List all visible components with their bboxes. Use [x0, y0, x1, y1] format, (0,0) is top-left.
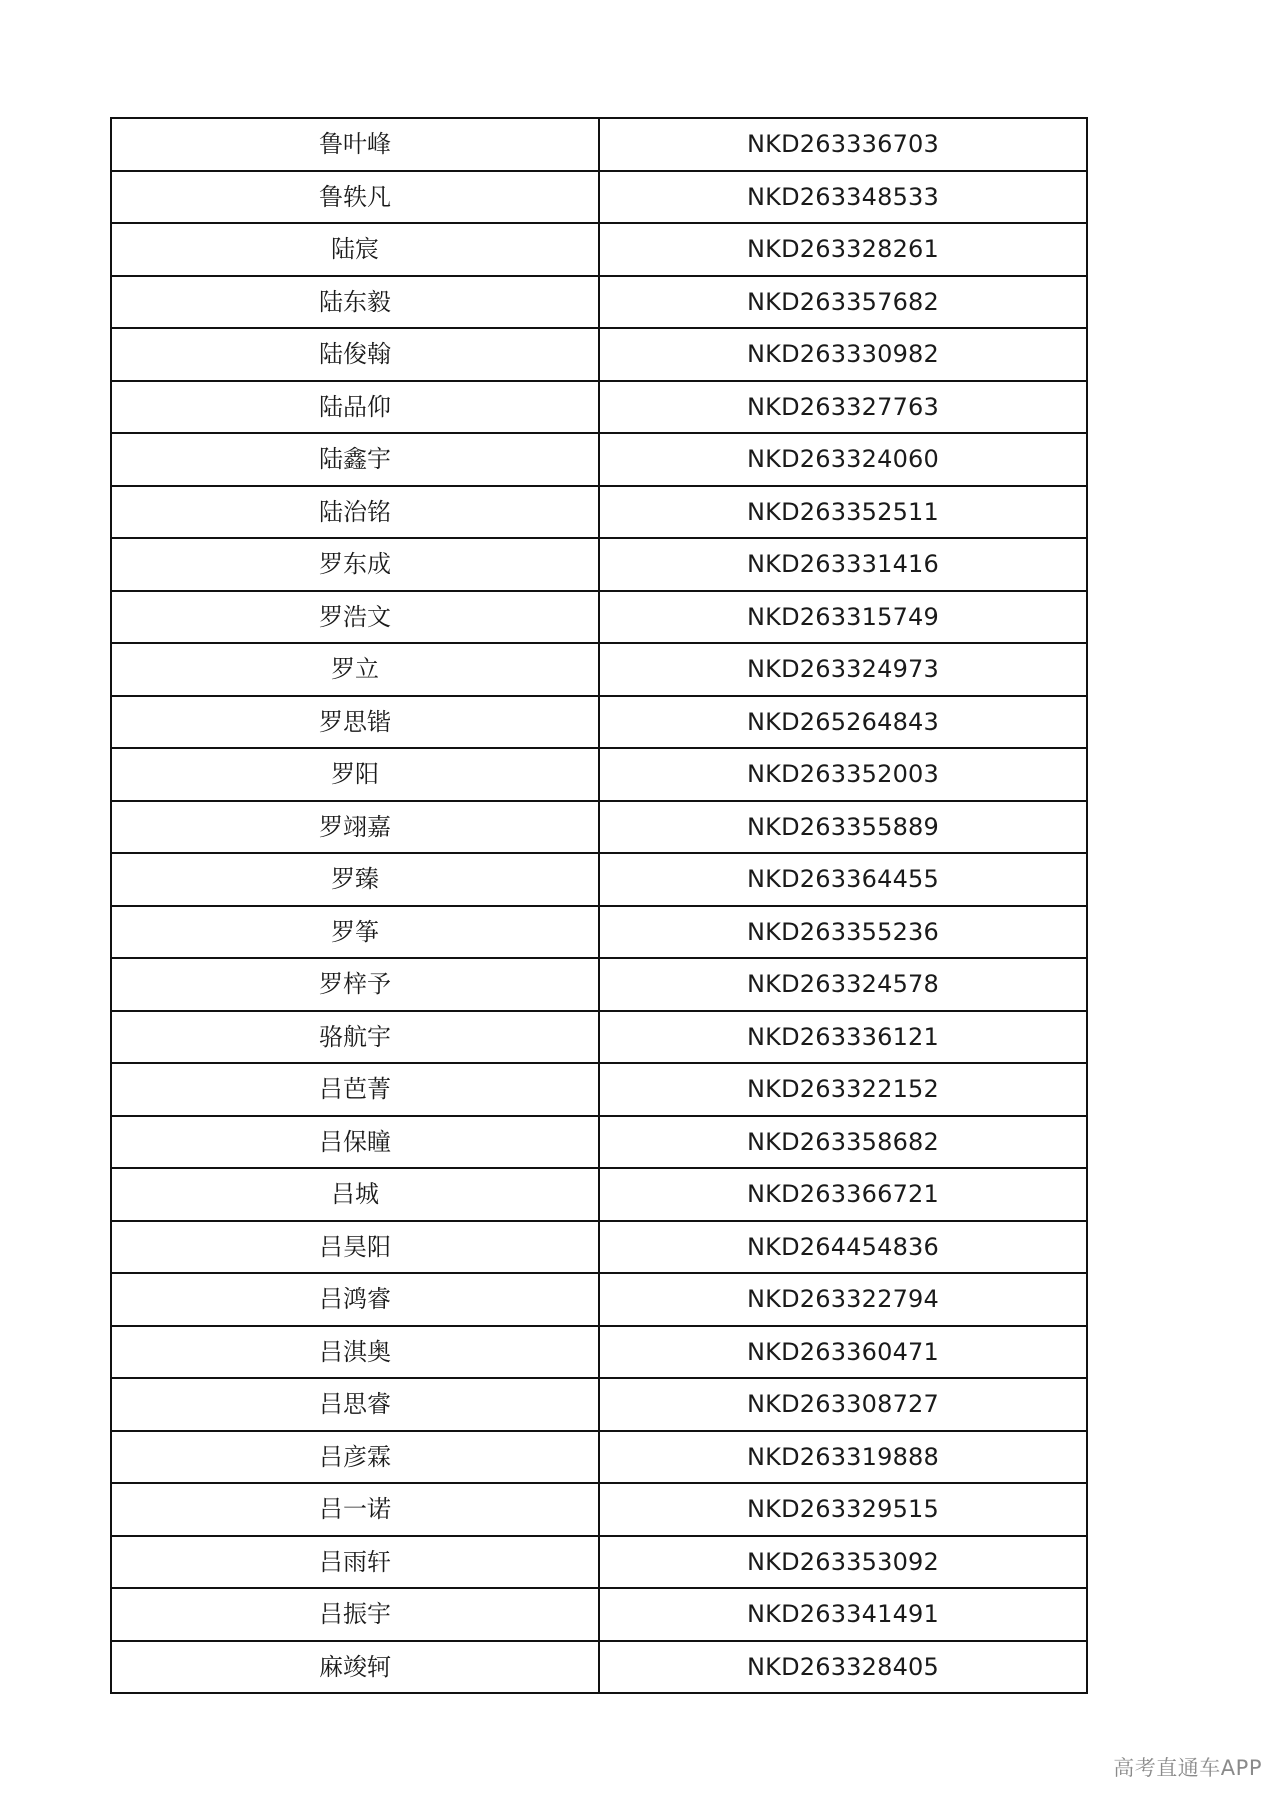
table-row [111, 591, 1087, 644]
table-row [111, 958, 1087, 1011]
table-row [111, 1431, 1087, 1484]
student-name-cell: 吕思睿 [111, 1378, 599, 1431]
student-name-cell: 罗翊嘉 [111, 801, 599, 854]
exam-id-cell: NKD263348533 [599, 171, 1087, 224]
student-name-cell: 鲁叶峰 [111, 118, 599, 171]
exam-id-cell: NKD263336703 [599, 118, 1087, 171]
exam-id-cell: NKD264454836 [599, 1221, 1087, 1274]
table-row [111, 696, 1087, 749]
exam-id-cell: NKD263331416 [599, 538, 1087, 591]
table-row [111, 118, 1087, 171]
student-name-cell: 吕芭菁 [111, 1063, 599, 1116]
student-name-cell: 吕昊阳 [111, 1221, 599, 1274]
student-name-cell: 吕雨轩 [111, 1536, 599, 1589]
table-row [111, 1483, 1087, 1536]
student-name-cell: 骆航宇 [111, 1011, 599, 1064]
exam-id-cell: NKD263328405 [599, 1641, 1087, 1694]
exam-id-cell: NKD263360471 [599, 1326, 1087, 1379]
student-name-cell: 吕保瞳 [111, 1116, 599, 1169]
table-row [111, 1641, 1087, 1694]
student-name-cell: 吕城 [111, 1168, 599, 1221]
student-name-cell: 罗筝 [111, 906, 599, 959]
exam-id-cell: NKD263357682 [599, 276, 1087, 329]
exam-id-cell: NKD263329515 [599, 1483, 1087, 1536]
table-row [111, 1063, 1087, 1116]
exam-id-cell: NKD263308727 [599, 1378, 1087, 1431]
table-row [111, 1011, 1087, 1064]
table-row [111, 433, 1087, 486]
table-row [111, 276, 1087, 329]
roster-table-body [111, 118, 1087, 1693]
table-row [111, 1588, 1087, 1641]
student-name-cell: 陆俊翰 [111, 328, 599, 381]
student-name-cell: 吕振宇 [111, 1588, 599, 1641]
exam-id-cell: NKD265264843 [599, 696, 1087, 749]
exam-id-cell: NKD263352003 [599, 748, 1087, 801]
exam-id-cell: NKD263327763 [599, 381, 1087, 434]
student-name-cell: 陆宸 [111, 223, 599, 276]
table-row [111, 748, 1087, 801]
table-row [111, 1116, 1087, 1169]
student-name-cell: 罗立 [111, 643, 599, 696]
student-name-cell: 陆鑫宇 [111, 433, 599, 486]
exam-id-cell: NKD263319888 [599, 1431, 1087, 1484]
exam-id-cell: NKD263324973 [599, 643, 1087, 696]
student-name-cell: 麻竣轲 [111, 1641, 599, 1694]
student-name-cell: 陆东毅 [111, 276, 599, 329]
student-name-cell: 吕淇奥 [111, 1326, 599, 1379]
table-row [111, 801, 1087, 854]
table-row [111, 328, 1087, 381]
table-row [111, 853, 1087, 906]
exam-id-cell: NKD263336121 [599, 1011, 1087, 1064]
exam-id-cell: NKD263355889 [599, 801, 1087, 854]
student-name-cell: 吕彦霖 [111, 1431, 599, 1484]
table-row [111, 1168, 1087, 1221]
student-name-cell: 陆治铭 [111, 486, 599, 539]
table-row [111, 1326, 1087, 1379]
exam-id-cell: NKD263330982 [599, 328, 1087, 381]
exam-id-cell: NKD263324060 [599, 433, 1087, 486]
table-row [111, 1378, 1087, 1431]
exam-id-cell: NKD263355236 [599, 906, 1087, 959]
table-row [111, 643, 1087, 696]
exam-id-cell: NKD263315749 [599, 591, 1087, 644]
table-row [111, 1221, 1087, 1274]
roster-table [110, 117, 1088, 1694]
student-name-cell: 吕一诺 [111, 1483, 599, 1536]
student-name-cell: 鲁轶凡 [111, 171, 599, 224]
exam-id-cell: NKD263358682 [599, 1116, 1087, 1169]
exam-id-cell: NKD263328261 [599, 223, 1087, 276]
exam-id-cell: NKD263366721 [599, 1168, 1087, 1221]
table-row [111, 1273, 1087, 1326]
student-name-cell: 罗臻 [111, 853, 599, 906]
exam-id-cell: NKD263341491 [599, 1588, 1087, 1641]
student-name-cell: 陆品仰 [111, 381, 599, 434]
student-name-cell: 吕鸿睿 [111, 1273, 599, 1326]
table-row [111, 538, 1087, 591]
student-name-cell: 罗东成 [111, 538, 599, 591]
table-row [111, 1536, 1087, 1589]
table-row [111, 171, 1087, 224]
exam-id-cell: NKD263322794 [599, 1273, 1087, 1326]
exam-id-cell: NKD263364455 [599, 853, 1087, 906]
table-row [111, 906, 1087, 959]
student-name-cell: 罗阳 [111, 748, 599, 801]
student-name-cell: 罗浩文 [111, 591, 599, 644]
exam-id-cell: NKD263322152 [599, 1063, 1087, 1116]
watermark-text: 高考直通车APP [1113, 1756, 1262, 1780]
exam-id-cell: NKD263324578 [599, 958, 1087, 1011]
student-name-cell: 罗思锴 [111, 696, 599, 749]
table-row [111, 486, 1087, 539]
exam-id-cell: NKD263352511 [599, 486, 1087, 539]
exam-id-cell: NKD263353092 [599, 1536, 1087, 1589]
table-row [111, 223, 1087, 276]
student-name-cell: 罗梓予 [111, 958, 599, 1011]
table-row [111, 381, 1087, 434]
